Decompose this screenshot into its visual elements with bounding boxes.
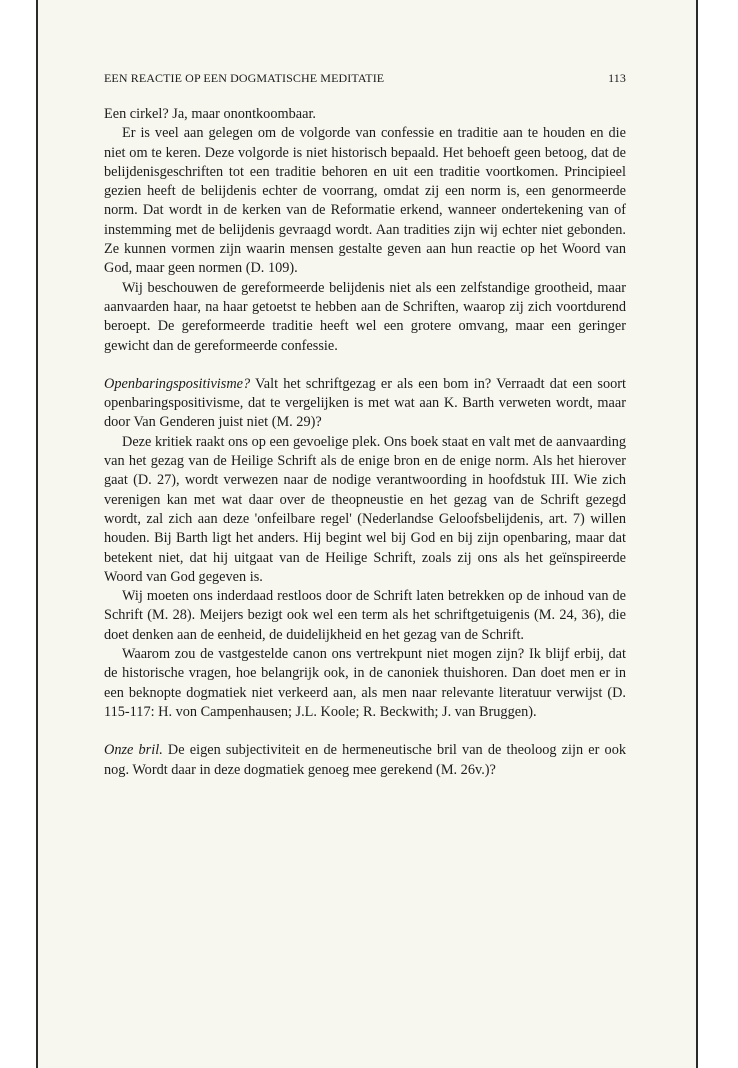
paragraph: Wij moeten ons inderdaad restloos door de Schrift laten betrekken op de inhoud van de Schrift (M. 28). Meijers bezigt ook wel een term als het schriftgetuigenis (M. 24, 36), die doet denken aan de eenheid, de duidelijkheid en het gezag van de Schrift. xyxy=(104,588,626,643)
section-paragraph-onze-bril xyxy=(104,741,626,780)
scan-edge-left xyxy=(36,0,38,1068)
paragraph: Wij beschouwen de gereformeerde belijdenis niet als een zelfstandige grootheid, maar aanvaarden haar, na haar getoetst te hebben aan de Schriften, waarop zij zich voortdurend beroept. De gereformeerde traditie heeft wel een grotere omvang, maar een geringer gewicht dan de gereformeerde confessie. xyxy=(104,279,626,354)
section-lead-term: Openbaringspositivisme? xyxy=(104,375,251,392)
paragraph: Er is veel aan gelegen om de volgorde van confessie en traditie aan te houden en die niet om te keren. Deze volgorde is niet historisch bepaald. Het behoeft geen betoog, dat de belijdenisgeschriften tot een traditie behoren en uit een traditie voortkomen. Principieel gezien heeft de belijdenis echter de voorrang, omdat zij een norm is, een genormeerde norm. Dat wordt in de kerken van de Reformatie erkend, wanneer ondertekening van of instemming met de belijdenis gevraagd wordt. Aan tradities zijn wij echter niet gebonden. Ze kunnen vormen zijn waarin mensen gestalte geven aan hun reactie op het Woord van God, maar geen normen (D. 109). xyxy=(104,125,626,277)
paragraph: Een cirkel? Ja, maar onontkoombaar. xyxy=(104,106,316,122)
paragraph: Deze kritiek raakt ons op een gevoelige plek. Ons boek staat en valt met de aanvaarding van het gezag van de Heilige Schrift als de enige bron en de enige norm. Als het hierover gaat (D. 27), wordt verwezen naar de nodige verantwoording in hoofdstuk III. Wie zich verenigen kan met wat daar over de theopneustie en het gezag van de Schrift gezegd wordt, zal zich aan deze 'onfeilbare regel' (Nederlandse Geloofsbelijdenis, art. 7) willen houden. Bij Barth ligt het anders. Hij begint wel bij God en bij zijn openbaring, maar dat betekent niet, dat hij uitgaat van de Heilige Schrift, zoals zij ons als het geïnspireerde Woord van God gegeven is. xyxy=(104,433,626,585)
page-number: 113 xyxy=(608,71,626,85)
body-text xyxy=(104,105,626,780)
paragraph: Waarom zou de vastgestelde canon ons vertrekpunt niet mogen zijn? Ik blijf erbij, dat de historische vragen, hoe belangrijk ook, in de canoniek thuishoren. Dan doet men er in een beknopte dogmatiek niet verkeerd aan, als men naar relevante literatuur verwijst (D. 115-117: H. von Campenhausen; J.L. Koole; R. Beckwith; J. van Bruggen). xyxy=(104,646,626,720)
section-paragraph-openbaringspositivisme xyxy=(104,375,626,433)
section-paragraph-text: De eigen subjectiviteit en de hermeneutische bril van de theoloog zijn er ook nog. Wordt daar in deze dogmatiek genoeg mee gerekend (M. 26v.)? xyxy=(104,742,626,778)
scan-edge-right xyxy=(696,0,698,1068)
section-paragraph-text: Valt het schriftgezag er als een bom in? Verraadt dat een soort openbaringspositivisme, dat te vergelijken is met wat aan K. Barth verweten wordt, maar door Van Genderen juist niet (M. 29)? xyxy=(104,375,626,431)
section-lead-term: Onze bril. xyxy=(104,742,163,759)
running-head-title: EEN REACTIE OP EEN DOGMATISCHE MEDITATIE xyxy=(104,71,385,85)
